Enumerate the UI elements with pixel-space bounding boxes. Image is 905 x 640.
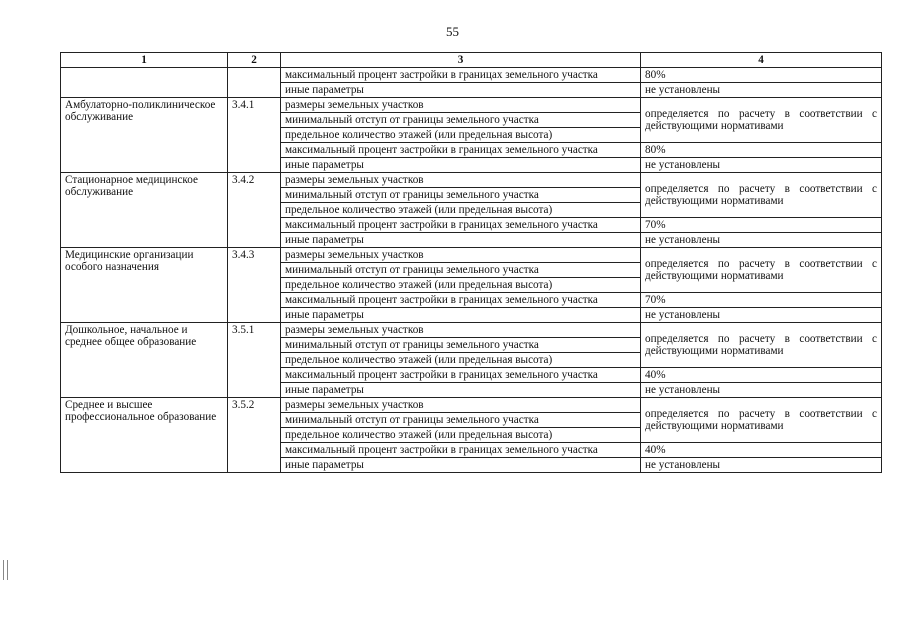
value-percent: 80% <box>641 68 882 83</box>
value-percent: 80% <box>641 143 882 158</box>
table-row <box>61 398 882 413</box>
param-sizes: размеры земельных участков <box>281 248 641 263</box>
table-row <box>61 98 882 113</box>
value-not-set: не установлены <box>641 83 882 98</box>
use-name-cell: Среднее и высшее профессиональное образование <box>61 398 228 473</box>
param-max-floors: предельное количество этажей (или предельная высота) <box>281 203 641 218</box>
page-number: 55 <box>446 24 459 39</box>
value-not-set: не установлены <box>641 158 882 173</box>
param-other: иные параметры <box>281 458 641 473</box>
value-percent: 40% <box>641 443 882 458</box>
use-code-cell: 3.4.3 <box>228 248 281 323</box>
param-max-build: максимальный процент застройки в границах земельного участка <box>281 143 641 158</box>
param-min-offset: минимальный отступ от границы земельного участка <box>281 113 641 128</box>
value-not-set: не установлены <box>641 383 882 398</box>
param-max-floors: предельное количество этажей (или предельная высота) <box>281 428 641 443</box>
value-calc: определяется по расчету в соответствии с действующими нормативами <box>641 398 882 443</box>
table-row <box>61 68 882 83</box>
use-name-cell: Дошкольное, начальное и среднее общее образование <box>61 323 228 398</box>
use-code-cell: 3.4.2 <box>228 173 281 248</box>
use-name-cell: Стационарное медицинское обслуживание <box>61 173 228 248</box>
table-row <box>61 248 882 263</box>
use-code-cell: 3.5.2 <box>228 398 281 473</box>
value-calc: определяется по расчету в соответствии с действующими нормативами <box>641 173 882 218</box>
zoning-parameters-table <box>60 52 882 473</box>
value-percent: 70% <box>641 293 882 308</box>
value-not-set: не установлены <box>641 308 882 323</box>
param-other: иные параметры <box>281 83 641 98</box>
param-max-build: максимальный процент застройки в границах земельного участка <box>281 443 641 458</box>
param-other: иные параметры <box>281 158 641 173</box>
param-min-offset: минимальный отступ от границы земельного участка <box>281 263 641 278</box>
value-not-set: не установлены <box>641 233 882 248</box>
param-max-build: максимальный процент застройки в границах земельного участка <box>281 218 641 233</box>
use-name-cell <box>61 68 228 98</box>
value-calc: определяется по расчету в соответствии с действующими нормативами <box>641 323 882 368</box>
value-calc: определяется по расчету в соответствии с действующими нормативами <box>641 248 882 293</box>
scan-margin-mark <box>3 560 8 580</box>
param-sizes: размеры земельных участков <box>281 398 641 413</box>
param-min-offset: минимальный отступ от границы земельного участка <box>281 338 641 353</box>
param-min-offset: минимальный отступ от границы земельного участка <box>281 188 641 203</box>
use-name-cell: Амбулаторно-поликлиническое обслуживание <box>61 98 228 173</box>
param-max-floors: предельное количество этажей (или предельная высота) <box>281 128 641 143</box>
value-calc: определяется по расчету в соответствии с действующими нормативами <box>641 98 882 143</box>
table-row <box>61 173 882 188</box>
param-sizes: размеры земельных участков <box>281 98 641 113</box>
value-percent: 70% <box>641 218 882 233</box>
param-other: иные параметры <box>281 383 641 398</box>
header-col-1: 1 <box>61 53 228 68</box>
use-code-cell: 3.4.1 <box>228 98 281 173</box>
header-col-2: 2 <box>228 53 281 68</box>
param-max-build: максимальный процент застройки в границах земельного участка <box>281 293 641 308</box>
param-max-build: максимальный процент застройки в границах земельного участка <box>281 368 641 383</box>
value-not-set: не установлены <box>641 458 882 473</box>
use-code-cell <box>228 68 281 98</box>
param-sizes: размеры земельных участков <box>281 173 641 188</box>
param-other: иные параметры <box>281 233 641 248</box>
param-max-floors: предельное количество этажей (или предельная высота) <box>281 278 641 293</box>
table-row <box>61 323 882 338</box>
use-name-cell: Медицинские организации особого назначения <box>61 248 228 323</box>
param-max-floors: предельное количество этажей (или предельная высота) <box>281 353 641 368</box>
value-percent: 40% <box>641 368 882 383</box>
header-col-4: 4 <box>641 53 882 68</box>
param-other: иные параметры <box>281 308 641 323</box>
header-col-3: 3 <box>281 53 641 68</box>
use-code-cell: 3.5.1 <box>228 323 281 398</box>
param-max-build: максимальный процент застройки в границах земельного участка <box>281 68 641 83</box>
header-row <box>61 53 882 68</box>
param-min-offset: минимальный отступ от границы земельного участка <box>281 413 641 428</box>
param-sizes: размеры земельных участков <box>281 323 641 338</box>
